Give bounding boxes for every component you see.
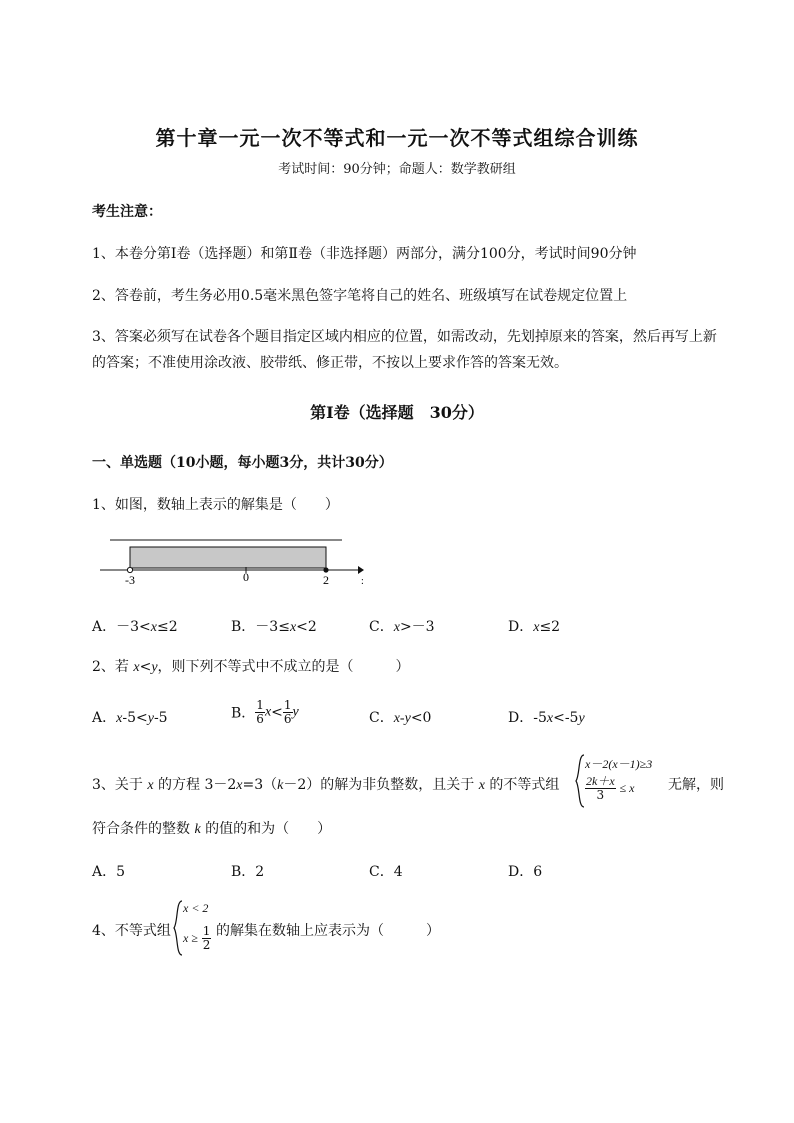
q1-option-c[interactable]: C．x>－3	[369, 619, 435, 635]
q4-system-line1: x < 2	[183, 901, 209, 915]
page-title: 第十章一元一次不等式和一元一次不等式组综合训练	[155, 126, 639, 150]
q3-option-a[interactable]: A．5	[92, 864, 126, 880]
q1-option-d[interactable]: D．x≤2	[508, 619, 561, 635]
q2-b-frac-1: $\frac{1}{6}$	[256, 698, 264, 726]
q3-stem-line1: 3、关于 x 的方程 3－2x=3（k－2）的解为非负整数，且关于 x 的不等式组	[92, 777, 560, 793]
q1-option-a[interactable]: A．－3<x≤2	[92, 619, 178, 635]
q1-axis-arrow	[358, 566, 364, 574]
q4-stem-a: 4、不等式组	[92, 923, 171, 939]
part-heading: 一、单选题（10小题，每小题3分，共计30分）	[92, 455, 393, 471]
q3-system-line2: $\frac{2k+x}{3}$ ≤ x	[586, 774, 635, 802]
notice-item-3: 3、答案必须写在试卷各个题目指定区域内相应的位置，如需改动，先划掉原来的答案，然后再写上新	[92, 329, 717, 345]
q2-option-a[interactable]: A．x-5<y-5	[92, 710, 168, 726]
q3-option-b[interactable]: B．2	[231, 864, 265, 880]
q3-stem-line2: 符合条件的整数 k 的值的和为（ ）	[92, 821, 332, 837]
q3-option-d[interactable]: D．6	[508, 864, 543, 880]
q1-label-neg3: -3	[125, 573, 135, 586]
q4-system-line2: x ≥ $\frac{1}{2}$	[183, 924, 211, 952]
page-subtitle: 考试时间：90分钟；命题人：数学教研组	[278, 162, 516, 177]
q2-option-b[interactable]: B． $\frac{1}{6}$ x< $\frac{1}{6}$ y	[231, 698, 299, 726]
q3-option-c[interactable]: C．4	[369, 864, 403, 880]
q1-label-2: 2	[323, 573, 329, 586]
q1-label-0: 0	[243, 570, 249, 584]
q1-option-b[interactable]: B．－3≤x<2	[231, 619, 317, 635]
q1-closed-point	[323, 567, 328, 572]
q3-system-line1: x－2(x－1)≥3	[585, 757, 653, 771]
q1-open-point	[127, 567, 132, 572]
notice-heading: 考生注意：	[92, 204, 162, 220]
notice-item-3-cont: 的答案；不准使用涂改液、胶带纸、修正带，不按以上要求作答的答案无效。	[92, 355, 568, 371]
q2-stem: 2、若 x<y，则下列不等式中不成立的是（ ）	[92, 659, 410, 675]
q2-option-c[interactable]: C．x-y<0	[369, 710, 432, 726]
section-heading: 第I卷（选择题 30分）	[310, 403, 484, 422]
q1-number-line	[96, 534, 370, 586]
q2-b-frac-2: $\frac{1}{6}$	[283, 698, 292, 726]
q1-solution-shading	[130, 547, 326, 568]
q1-axis-end: :	[361, 576, 364, 586]
q2-option-d[interactable]: D．-5x<-5y	[508, 710, 585, 726]
q3-stem-tail: 无解，则	[668, 777, 724, 793]
q4-stem-b: 的解集在数轴上应表示为（ ）	[216, 923, 440, 939]
notice-item-1: 1、本卷分第I卷（选择题）和第Ⅱ卷（非选择题）两部分，满分100分，考试时间90分钟	[92, 246, 637, 262]
q1-stem: 1、如图，数轴上表示的解集是（ ）	[92, 497, 339, 513]
notice-item-2: 2、答卷前，考生务必用0.5毫米黑色签字笔将自己的姓名、班级填写在试卷规定位置上	[92, 288, 628, 304]
